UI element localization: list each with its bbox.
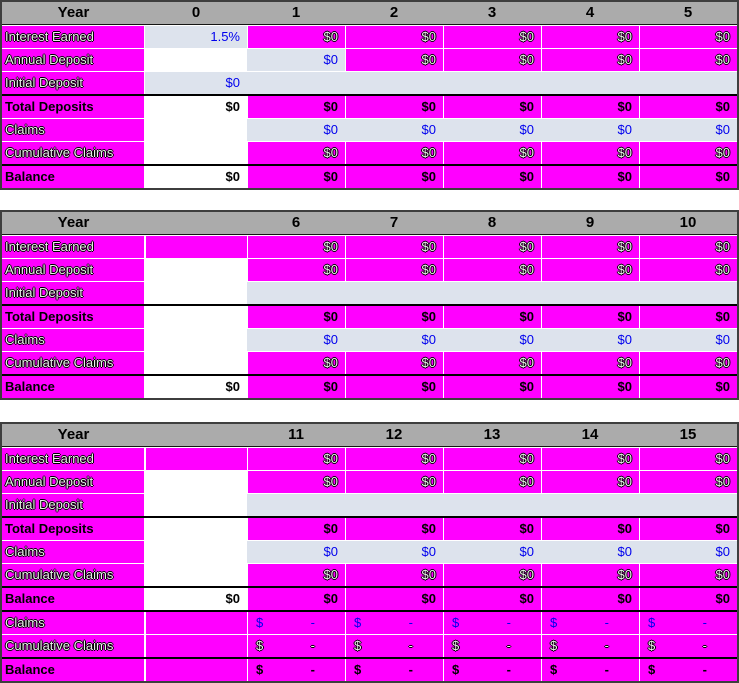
- table-cell[interactable]: $0: [247, 376, 345, 398]
- year-column-header[interactable]: 8: [487, 214, 497, 231]
- table-cell[interactable]: $0: [541, 119, 639, 141]
- table-cell[interactable]: $0: [541, 564, 639, 586]
- table-cell[interactable]: $0: [639, 541, 737, 563]
- table-cell[interactable]: [345, 659, 443, 681]
- table-cell[interactable]: [541, 635, 639, 657]
- year-column-header[interactable]: 1: [291, 4, 301, 21]
- table-row: [2, 164, 737, 188]
- zero-dash: -: [408, 615, 413, 630]
- table-cell[interactable]: $0: [443, 96, 541, 118]
- row-label[interactable]: Interest Earned: [2, 26, 145, 48]
- table-cell[interactable]: $0: [639, 26, 737, 48]
- row-label[interactable]: Initial Deposit: [2, 72, 145, 94]
- table-cell[interactable]: $0: [443, 352, 541, 374]
- table-row: [2, 540, 737, 563]
- zero-dash: -: [310, 615, 315, 630]
- table-cell[interactable]: $0: [639, 142, 737, 164]
- table-cell[interactable]: $0: [443, 564, 541, 586]
- table-row: [2, 634, 737, 657]
- table-cell[interactable]: [443, 612, 541, 634]
- table-cell[interactable]: $0: [345, 518, 443, 540]
- zero-dash: -: [604, 638, 609, 653]
- table-cell[interactable]: $0: [443, 376, 541, 398]
- table-cell[interactable]: $0: [443, 471, 541, 493]
- table-cell[interactable]: $0: [541, 96, 639, 118]
- table-cell[interactable]: $0: [345, 471, 443, 493]
- row-label[interactable]: Interest Earned: [2, 448, 145, 470]
- table-cell[interactable]: [541, 612, 639, 634]
- year-header-label[interactable]: Year: [57, 4, 90, 21]
- row-label[interactable]: Claims: [2, 541, 145, 563]
- table-cell[interactable]: $0: [639, 166, 737, 188]
- table-row: [2, 235, 737, 258]
- table-cell[interactable]: $0: [541, 471, 639, 493]
- table-cell[interactable]: $0: [541, 236, 639, 258]
- table-cell[interactable]: $0: [247, 588, 345, 610]
- table-cell[interactable]: $0: [247, 564, 345, 586]
- table-cell[interactable]: $0: [247, 471, 345, 493]
- table-cell[interactable]: [345, 494, 443, 516]
- row-label[interactable]: Claims: [2, 119, 145, 141]
- table-cell[interactable]: $0: [247, 518, 345, 540]
- table-cell[interactable]: [247, 494, 345, 516]
- table-cell[interactable]: [639, 282, 737, 304]
- year-column-header[interactable]: 4: [585, 4, 595, 21]
- table-cell[interactable]: [145, 352, 247, 374]
- table-cell[interactable]: $0: [639, 96, 737, 118]
- row-label[interactable]: Balance: [2, 588, 145, 610]
- table-cell[interactable]: [247, 612, 345, 634]
- table-cell[interactable]: $0: [639, 119, 737, 141]
- row-label[interactable]: Balance: [2, 376, 145, 398]
- table-cell[interactable]: $0: [145, 72, 247, 94]
- zero-dash: -: [702, 615, 707, 630]
- table-cell[interactable]: $0: [443, 541, 541, 563]
- year-column-header[interactable]: 7: [389, 214, 399, 231]
- year-column-header[interactable]: [145, 212, 247, 234]
- table-cell[interactable]: [247, 282, 345, 304]
- table-cell[interactable]: $0: [345, 448, 443, 470]
- table-cell[interactable]: [145, 448, 247, 470]
- table-cell[interactable]: $0: [247, 166, 345, 188]
- year-column-header[interactable]: 6: [291, 214, 301, 231]
- table-cell[interactable]: $0: [639, 259, 737, 281]
- dollar-sign: $: [452, 662, 460, 677]
- table-cell[interactable]: $0: [443, 329, 541, 351]
- table-cell[interactable]: [145, 142, 247, 164]
- table-row: [2, 71, 737, 94]
- table-cell[interactable]: [345, 72, 443, 94]
- deposit-table-years-0-5: [0, 0, 739, 190]
- table-cell[interactable]: [247, 659, 345, 681]
- dollar-sign: $: [256, 615, 264, 630]
- table-row: [2, 374, 737, 398]
- table-cell[interactable]: [639, 612, 737, 634]
- zero-dash: -: [408, 638, 413, 653]
- table-cell[interactable]: $0: [541, 166, 639, 188]
- row-label[interactable]: Annual Deposit: [2, 49, 145, 71]
- row-label[interactable]: Claims: [2, 612, 145, 634]
- table-row: [2, 328, 737, 351]
- table-row: [2, 563, 737, 586]
- table-row: [2, 258, 737, 281]
- table-cell[interactable]: $0: [247, 259, 345, 281]
- year-column-header[interactable]: 3: [487, 4, 497, 21]
- table-cell[interactable]: $0: [247, 236, 345, 258]
- table-cell[interactable]: $0: [443, 26, 541, 48]
- dollar-sign: $: [550, 615, 558, 630]
- year-header-row: [2, 2, 737, 25]
- table-row: [2, 610, 737, 634]
- table-cell[interactable]: [443, 635, 541, 657]
- table-cell[interactable]: $0: [443, 306, 541, 328]
- table-cell[interactable]: $0: [345, 26, 443, 48]
- table-cell[interactable]: [145, 282, 247, 304]
- table-cell[interactable]: $0: [345, 564, 443, 586]
- row-label[interactable]: Annual Deposit: [2, 259, 145, 281]
- year-header-label[interactable]: Year: [57, 214, 90, 231]
- row-label[interactable]: Interest Earned: [2, 236, 145, 258]
- table-cell[interactable]: $0: [443, 142, 541, 164]
- table-cell[interactable]: 1.5%: [145, 26, 247, 48]
- table-cell[interactable]: $0: [247, 352, 345, 374]
- table-cell[interactable]: $0: [541, 306, 639, 328]
- table-row: [2, 447, 737, 470]
- table-row: [2, 25, 737, 48]
- table-cell[interactable]: $0: [541, 541, 639, 563]
- year-column-header[interactable]: 5: [683, 4, 693, 21]
- year-column-header[interactable]: 12: [385, 426, 403, 443]
- year-column-header[interactable]: 0: [191, 4, 201, 21]
- table-cell[interactable]: [247, 635, 345, 657]
- table-cell[interactable]: $0: [443, 259, 541, 281]
- row-label[interactable]: Total Deposits: [2, 96, 145, 118]
- table-cell[interactable]: $0: [541, 142, 639, 164]
- table-cell[interactable]: $0: [345, 236, 443, 258]
- deposit-table-years-11-15: [0, 422, 739, 683]
- table-row: [2, 118, 737, 141]
- year-column-header[interactable]: 11: [288, 426, 304, 443]
- table-cell[interactable]: $0: [443, 119, 541, 141]
- table-cell[interactable]: [443, 659, 541, 681]
- table-row: [2, 351, 737, 374]
- table-cell[interactable]: $0: [443, 236, 541, 258]
- dollar-sign: $: [354, 662, 362, 677]
- table-cell[interactable]: $0: [345, 259, 443, 281]
- zero-dash: -: [506, 615, 511, 630]
- table-cell[interactable]: $0: [639, 376, 737, 398]
- table-cell[interactable]: $0: [443, 518, 541, 540]
- table-cell[interactable]: $0: [345, 142, 443, 164]
- table-cell[interactable]: $0: [345, 49, 443, 71]
- row-label[interactable]: Annual Deposit: [2, 471, 145, 493]
- table-cell[interactable]: [145, 659, 247, 681]
- table-cell[interactable]: $0: [639, 518, 737, 540]
- table-cell[interactable]: $0: [345, 588, 443, 610]
- table-cell[interactable]: $0: [247, 448, 345, 470]
- table-row: [2, 586, 737, 610]
- dollar-sign: $: [354, 638, 362, 653]
- table-cell[interactable]: $0: [639, 236, 737, 258]
- table-cell[interactable]: $0: [345, 306, 443, 328]
- table-cell[interactable]: $0: [247, 26, 345, 48]
- zero-dash: -: [310, 662, 315, 677]
- table-cell[interactable]: $0: [639, 306, 737, 328]
- dollar-sign: $: [648, 662, 656, 677]
- table-cell[interactable]: [443, 72, 541, 94]
- table-cell[interactable]: [639, 72, 737, 94]
- table-cell[interactable]: $0: [345, 119, 443, 141]
- table-cell[interactable]: [345, 635, 443, 657]
- table-cell[interactable]: [541, 72, 639, 94]
- table-cell[interactable]: [145, 119, 247, 141]
- year-column-header[interactable]: 10: [679, 214, 697, 231]
- row-label[interactable]: Initial Deposit: [2, 282, 145, 304]
- year-header-row: [2, 212, 737, 235]
- row-label[interactable]: Total Deposits: [2, 518, 145, 540]
- table-row: [2, 493, 737, 516]
- year-column-header[interactable]: 13: [483, 426, 501, 443]
- dollar-sign: $: [648, 615, 656, 630]
- dollar-sign: $: [256, 638, 264, 653]
- table-cell[interactable]: [345, 282, 443, 304]
- table-cell[interactable]: [145, 541, 247, 563]
- table-cell[interactable]: [541, 282, 639, 304]
- zero-dash: -: [702, 638, 707, 653]
- row-label[interactable]: Claims: [2, 329, 145, 351]
- table-cell[interactable]: $0: [345, 541, 443, 563]
- year-column-header[interactable]: 15: [679, 426, 697, 443]
- table-cell[interactable]: $0: [639, 329, 737, 351]
- table-cell[interactable]: $0: [541, 588, 639, 610]
- dollar-sign: $: [550, 638, 558, 653]
- table-cell[interactable]: [145, 494, 247, 516]
- table-cell[interactable]: [639, 635, 737, 657]
- table-cell[interactable]: $0: [541, 259, 639, 281]
- table-cell[interactable]: [145, 471, 247, 493]
- table-cell[interactable]: $0: [443, 588, 541, 610]
- row-label[interactable]: Cumulative Claims: [2, 635, 145, 657]
- table-cell[interactable]: [247, 72, 345, 94]
- table-cell[interactable]: $0: [247, 142, 345, 164]
- table-cell[interactable]: $0: [247, 49, 345, 71]
- table-cell[interactable]: $0: [639, 588, 737, 610]
- table-cell[interactable]: $0: [345, 96, 443, 118]
- table-cell[interactable]: $0: [639, 352, 737, 374]
- table-cell[interactable]: [145, 259, 247, 281]
- row-label[interactable]: Balance: [2, 659, 145, 681]
- row-label[interactable]: Balance: [2, 166, 145, 188]
- table-cell[interactable]: [639, 659, 737, 681]
- dollar-sign: $: [354, 615, 362, 630]
- table-row: [2, 304, 737, 328]
- table-cell[interactable]: [145, 49, 247, 71]
- table-cell[interactable]: [145, 306, 247, 328]
- zero-dash: -: [604, 615, 609, 630]
- table-row: [2, 48, 737, 71]
- table-cell[interactable]: [443, 494, 541, 516]
- table-cell[interactable]: [541, 659, 639, 681]
- year-column-header[interactable]: [145, 424, 247, 446]
- table-cell[interactable]: $0: [247, 306, 345, 328]
- row-label[interactable]: Cumulative Claims: [2, 352, 145, 374]
- table-cell[interactable]: [145, 236, 247, 258]
- year-header-label[interactable]: Year: [57, 426, 90, 443]
- table-cell[interactable]: $0: [145, 376, 247, 398]
- table-cell[interactable]: $0: [541, 26, 639, 48]
- zero-dash: -: [604, 662, 609, 677]
- table-cell[interactable]: $0: [541, 376, 639, 398]
- dollar-sign: $: [648, 638, 656, 653]
- deposit-table-years-6-10: [0, 210, 739, 400]
- table-cell[interactable]: $0: [639, 471, 737, 493]
- table-row: [2, 94, 737, 118]
- table-row: [2, 281, 737, 304]
- table-cell[interactable]: $0: [345, 376, 443, 398]
- year-column-header[interactable]: 14: [581, 426, 599, 443]
- zero-dash: -: [506, 662, 511, 677]
- table-cell[interactable]: $0: [247, 329, 345, 351]
- table-cell[interactable]: [443, 282, 541, 304]
- dollar-sign: $: [550, 662, 558, 677]
- table-cell[interactable]: $0: [443, 49, 541, 71]
- table-cell[interactable]: $0: [541, 518, 639, 540]
- table-cell[interactable]: $0: [247, 96, 345, 118]
- table-cell[interactable]: [145, 612, 247, 634]
- table-cell[interactable]: $0: [541, 329, 639, 351]
- table-row: [2, 470, 737, 493]
- row-label[interactable]: Cumulative Claims: [2, 564, 145, 586]
- table-cell[interactable]: $0: [145, 588, 247, 610]
- zero-dash: -: [408, 662, 413, 677]
- table-cell[interactable]: [145, 564, 247, 586]
- table-cell[interactable]: $0: [247, 119, 345, 141]
- table-cell[interactable]: $0: [541, 448, 639, 470]
- table-cell[interactable]: $0: [345, 352, 443, 374]
- table-cell[interactable]: [345, 612, 443, 634]
- year-header-row: [2, 424, 737, 447]
- table-cell[interactable]: $0: [145, 166, 247, 188]
- table-cell[interactable]: $0: [345, 329, 443, 351]
- table-cell[interactable]: $0: [639, 49, 737, 71]
- row-label[interactable]: Total Deposits: [2, 306, 145, 328]
- table-row: [2, 141, 737, 164]
- table-row: [2, 516, 737, 540]
- table-cell[interactable]: $0: [345, 166, 443, 188]
- table-cell[interactable]: $0: [541, 49, 639, 71]
- table-cell[interactable]: $0: [443, 448, 541, 470]
- year-column-header[interactable]: 2: [389, 4, 399, 21]
- table-cell[interactable]: [639, 494, 737, 516]
- table-cell[interactable]: [145, 635, 247, 657]
- dollar-sign: $: [452, 638, 460, 653]
- row-label[interactable]: Initial Deposit: [2, 494, 145, 516]
- zero-dash: -: [310, 638, 315, 653]
- zero-dash: -: [702, 662, 707, 677]
- table-cell[interactable]: [145, 518, 247, 540]
- table-cell[interactable]: $0: [639, 448, 737, 470]
- table-cell[interactable]: $0: [443, 166, 541, 188]
- table-row: [2, 657, 737, 681]
- zero-dash: -: [506, 638, 511, 653]
- table-cell[interactable]: $0: [541, 352, 639, 374]
- year-column-header[interactable]: 9: [585, 214, 595, 231]
- dollar-sign: $: [256, 662, 264, 677]
- row-label[interactable]: Cumulative Claims: [2, 142, 145, 164]
- table-cell[interactable]: $0: [145, 96, 247, 118]
- table-cell[interactable]: $0: [247, 541, 345, 563]
- table-cell[interactable]: [145, 329, 247, 351]
- table-cell[interactable]: $0: [639, 564, 737, 586]
- dollar-sign: $: [452, 615, 460, 630]
- table-cell[interactable]: [541, 494, 639, 516]
